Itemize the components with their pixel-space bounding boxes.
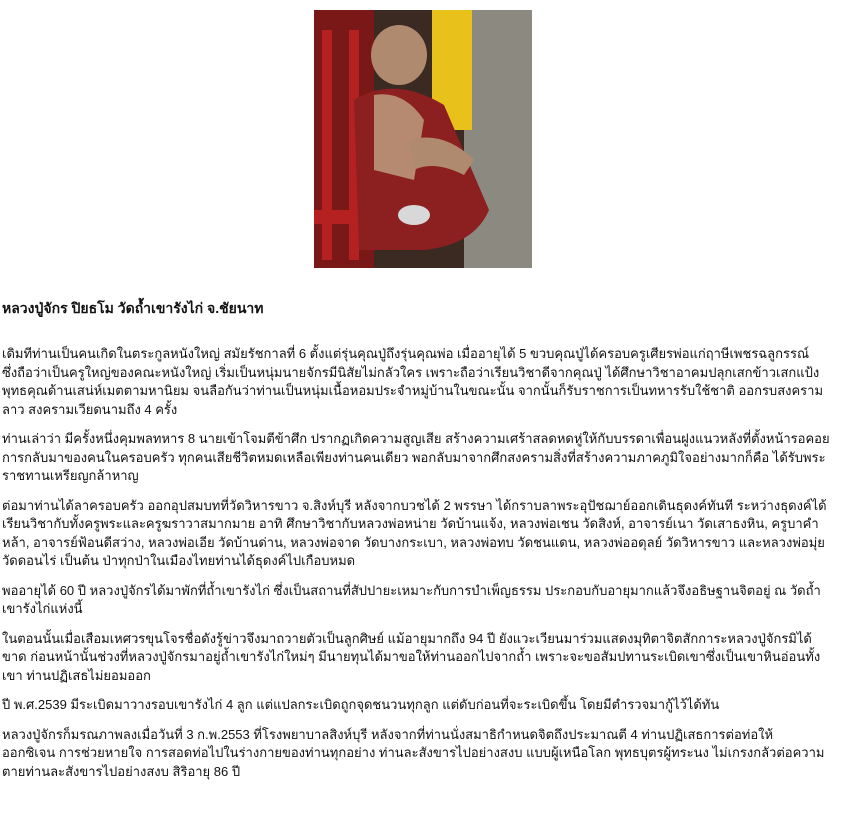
paragraph-bombs — [2, 696, 848, 715]
text-line: เดิมทีท่านเป็นคนเกิดในตระกูลหนังใหญ่ สมัยรัชกาลที่ 6 ตั้งแต่รุ่นคุณปู่ถึงรุ่นคุณพ่อ เมื่ออายุได้ 5 ขวบคุณปู่ได้ครอบครูเศียรพ่อแก่ฤาษีเพชรฉลูกรรณ์ — [2, 346, 810, 361]
text-line: ออกซิเจน การช่วยหายใจ การสอดท่อไปในร่างกายของท่านทุกอย่าง ท่านละสังขารไปอย่างสงบ แบบผู้เหนือโลก พุทธบุตรผู้ทระนง ไม่เกรงกลัวต่อความ — [2, 745, 825, 760]
text-line: วัดดอนไร่ เป็นต้น ป่าทุกป่าในเมืองไทยท่านได้ธุดงค์ไปเกือบหมด — [2, 553, 356, 568]
article-body — [2, 345, 848, 792]
text-line: พุทธคุณด้านเสน่ห์เมตตามหานิยม จนลือกันว่าท่านเป็นหนุ่มเนื้อหอมประจำหมู่บ้านในขณะนั้น จากนั้นก็รับราชการเป็นทหารรับใช้ชาติ ออกรบสงคราม — [2, 383, 824, 398]
paragraph-cave-temple — [2, 582, 848, 619]
paragraph-early-life — [2, 345, 848, 419]
text-line: ตายท่านละสังขารไปอย่างสงบ สิริอายุ 86 ปี — [2, 763, 241, 779]
text-line: หล้า, อาจารย์ฟ้อนดีสว่าง, หลวงพ่อเอีย วัดบ้านด่าน, หลวงพ่อจาด วัดบางกระเบา, หลวงพ่อทบ วัดชนแดน, หลวงพ่ออดุลย์ วัดวิหารขาว และหลวงพ่อมุ่ย — [2, 534, 825, 550]
monk-photo — [314, 10, 532, 268]
text-line: ราชทานเหรียญกล้าหาญ — [2, 468, 139, 483]
text-line: พออายุได้ 60 ปี หลวงปู่จักรได้มาพักที่ถ้ำเขารังไก่ ซึ่งเป็นสถานที่สัปปายะเหมาะกับการบำเพ็ญธรรม ประกอบกับอายุมากแล้วจึงอธิษฐานจิตอยู่ ณ วัดถ้ำ — [2, 582, 821, 598]
text-line: เรียนวิชากับทั้งครูพระและครูฆราวาสมากมาย อาทิ ศึกษาวิชากับหลวงพ่อหน่าย วัดบ้านแจ้ง, หลวงพ่อเชน วัดสิงห์, อาจารย์เนา วัดเสาธงหิน, ครูบาคำ — [2, 516, 819, 531]
monk-photo-illustration — [314, 10, 532, 268]
article-title: หลวงปู่จักร ปิยธโม วัดถ้ำเขารังไก่ จ.ชัยนาท — [2, 300, 264, 316]
paragraph-ordination — [2, 497, 848, 571]
text-line: เขา ท่านปฏิเสธไม่ยอมออก — [2, 667, 151, 683]
text-line: หลวงปู่จักรก็มรณภาพลงเมื่อวันที่ 3 ก.พ.2553 ที่โรงพยาบาลสิงห์บุรี หลังจากที่ท่านนั่งสมาธิกำหนดจิตถึงประมาณตี 4 ท่านปฏิเสธการต่อท่อให้ — [2, 726, 774, 742]
text-line: ลาว สงครามเวียดนามถึง 4 ครั้ง — [2, 401, 178, 417]
text-line: ขาด ก่อนหน้านั้นช่วงที่หลวงปู่จักรมาอยู่ถ้ำเขารังไก่ใหม่ๆ มีนายทุนได้มาขอให้ท่านออกไปจากถ้ำ เพราะจะขอสัมปทานระเบิดเขาซึ่งเป็นเขาหินอ่อนทั้ง — [2, 649, 821, 664]
text-line: เขารังไก่แห่งนี้ — [2, 601, 83, 616]
text-line: ปี พ.ศ.2539 มีระเบิดมาวางรอบเขารังไก่ 4 ลูก แต่แปลกระเบิดถูกจุดชนวนทุกลูก แต่ดับก่อนที่จะระเบิดขึ้น โดยมีตำรวจมากู้ไว้ได้ทัน — [2, 697, 720, 712]
paragraph-passing — [2, 726, 848, 782]
text-line: ท่านเล่าว่า มีครั้งหนึ่งคุมพลทหาร 8 นายเข้าโจมตีข้าศึก ปรากฏเกิดความสูญเสีย สร้างความเศร้าสลดหดหู่ให้กับบรรดาเพื่อนฝูงแนวหลังที่ตั้งหน้ารอคอย — [2, 431, 830, 446]
text-line: การกลับมาของคนในครอบครัว ทุกคนเสียชีวิตหมดเหลือเพียงท่านคนเดียว พอกลับมาจากศึกสงครามสิ่งที่สร้างความภาคภูมิใจอย่างมากก็คือ ได้รับพระ — [2, 449, 826, 465]
text-line: ซึ่งถือว่าเป็นครูใหญ่ของคณะหนังใหญ่ เริ่มเป็นหนุ่มนายจักรมีนิสัยไม่กลัวใคร เพราะถือว่าเรียนวิชาดีจากคุณปู่ ได้ศึกษาวิชาอาคมปลุกเสกข้าวเสกแป้ง — [2, 364, 820, 380]
text-line: ต่อมาท่านได้ลาครอบครัว ออกอุปสมบทที่วัดวิหารขาว จ.สิงห์บุรี หลังจากบวชได้ 2 พรรษา ได้กราบลาพระอุปัชฌาย์ออกเดินธุดงค์ทันที ระหว่างธุดงค์ได้ — [2, 497, 827, 513]
paragraph-disciple — [2, 630, 848, 686]
text-line: ในตอนนั้นเมื่อเสือมเหศวรขุนโจรชื่อดังรู้ข่าวจึงมาถวายตัวเป็นลูกศิษย์ แม้อายุมากถึง 94 ปี ยังแวะเวียนมาร่วมแสดงมุทิตาจิตสักการะหลวงปู่จักรมิได้ — [2, 630, 812, 646]
paragraph-war-story — [2, 430, 848, 486]
